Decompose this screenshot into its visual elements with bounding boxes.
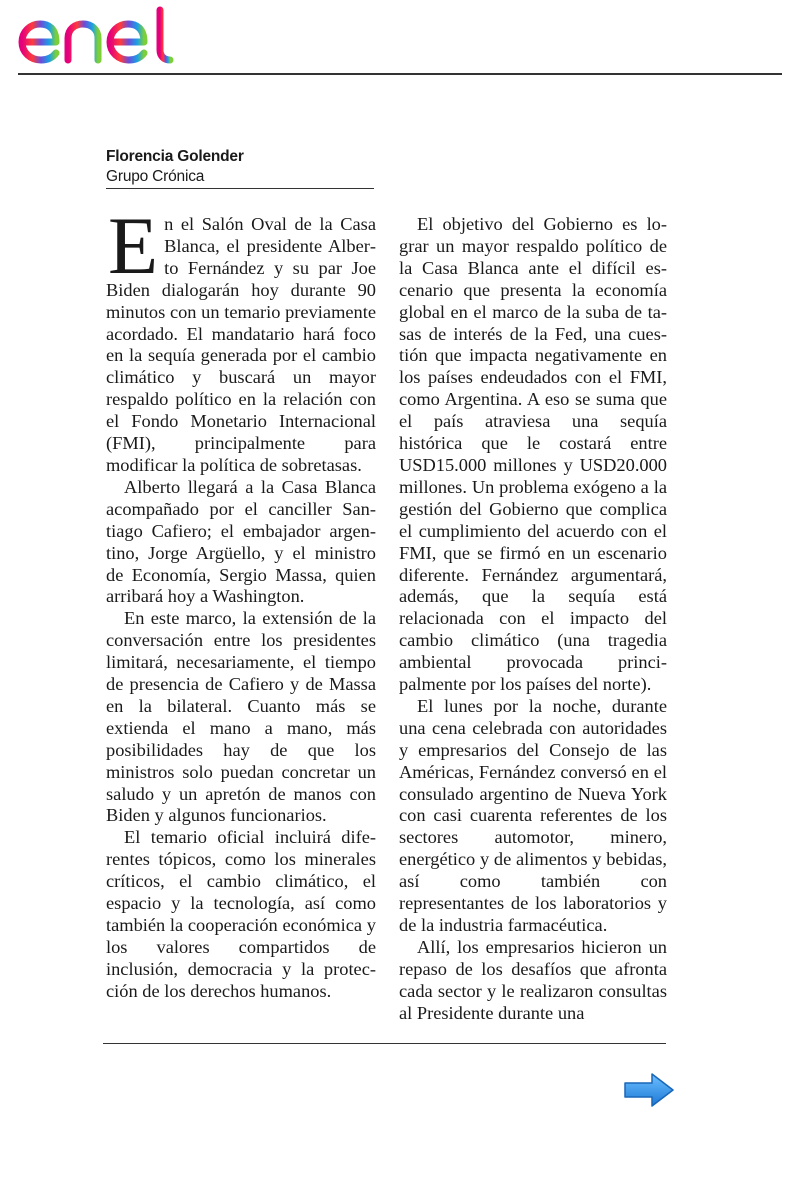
article-paragraph: Alberto llegará a la Casa Blanca acompañado por el canciller Santiago Cafiero; el embajador argentino, Jorge Argüello, y el ministro de Economía, Sergio Massa, quien arribará hoy a Washington.: [106, 476, 376, 607]
article-paragraph: En este marco, la extensión de la conversación entre los presidentes limitará, necesariamente, el tiempo de presencia de Cafiero y de Massa en la bilateral. Cuanto más se extienda el mano a mano, más posibilidades hay de que los ministros solo puedan concretar un saludo y un apretón de manos con Biden y algunos funcionarios.: [106, 608, 376, 826]
article-column-right: [399, 214, 667, 1025]
article-paragraph: En el Salón Oval de la Casa Blanca, el presidente Alberto Fernández y su par Joe Biden dialogarán hoy durante 90 minutos con un temario previamente acordado. El mandatario hará foco en la sequía generada por el cambio climático y buscará un mayor respaldo político en la relación con el Fondo Monetario Internacional (FMI), principalmente para modificar la política de sobretasas.: [106, 200, 376, 475]
author-name: Florencia Golender: [106, 148, 244, 165]
article-paragraph: El lunes por la noche, durante una cena celebrada con autoridades y empresarios del Consejo de las Américas, Fernández conversó en el consulado argentino de Nueva York con casi cuarenta referentes de los sectores automotor, minero, energético y de alimentos y bebidas, así como también con representantes de los laboratorios y de la industria farmacéutica.: [399, 695, 667, 935]
header-divider: [18, 73, 782, 75]
publication-name: Grupo Crónica: [106, 168, 205, 185]
article-paragraph: El temario oficial incluirá diferentes tópicos, como los minerales críticos, el cambio climático, el espacio y la tecnología, así como también la cooperación económica y los valores compartidos de inclusión, democracia y la protección de los derechos humanos.: [106, 827, 376, 1001]
drop-cap: E: [108, 200, 159, 291]
next-page-button[interactable]: [622, 1071, 676, 1109]
article-column-left: [106, 200, 376, 1003]
article-paragraph: El objetivo del Gobierno es lograr un mayor respaldo político de la Casa Blanca ante el difícil escenario que presenta la economía global en el marco de la suba de tasas de interés de la Fed, una cuestión que impacta negativamente en los países endeudados con el FMI, como Argentina. A eso se suma que el país atraviesa una sequía histórica que le costará entre USD15.000 millones y USD20.000 millones. Un problema exógeno a la gestión del Gobierno que complica el cumplimiento del acuerdo con el FMI, que se firmó en un escenario diferente. Fernández argumentará, además, que la sequía está relacionada con el impacto del cambio climático (una tragedia ambiental provocada principalmente por los países del norte).: [399, 214, 667, 695]
enel-logo-graphic: [18, 6, 180, 66]
article-paragraph: Allí, los empresarios hicieron un repaso de los desafíos que afronta cada sector y le realizaron consultas al Presidente durante una: [399, 936, 667, 1023]
byline-divider: [106, 188, 374, 189]
enel-logo: [18, 6, 180, 66]
byline: [106, 147, 374, 189]
arrow-right-icon: [622, 1071, 676, 1109]
footer-divider: [103, 1043, 666, 1044]
